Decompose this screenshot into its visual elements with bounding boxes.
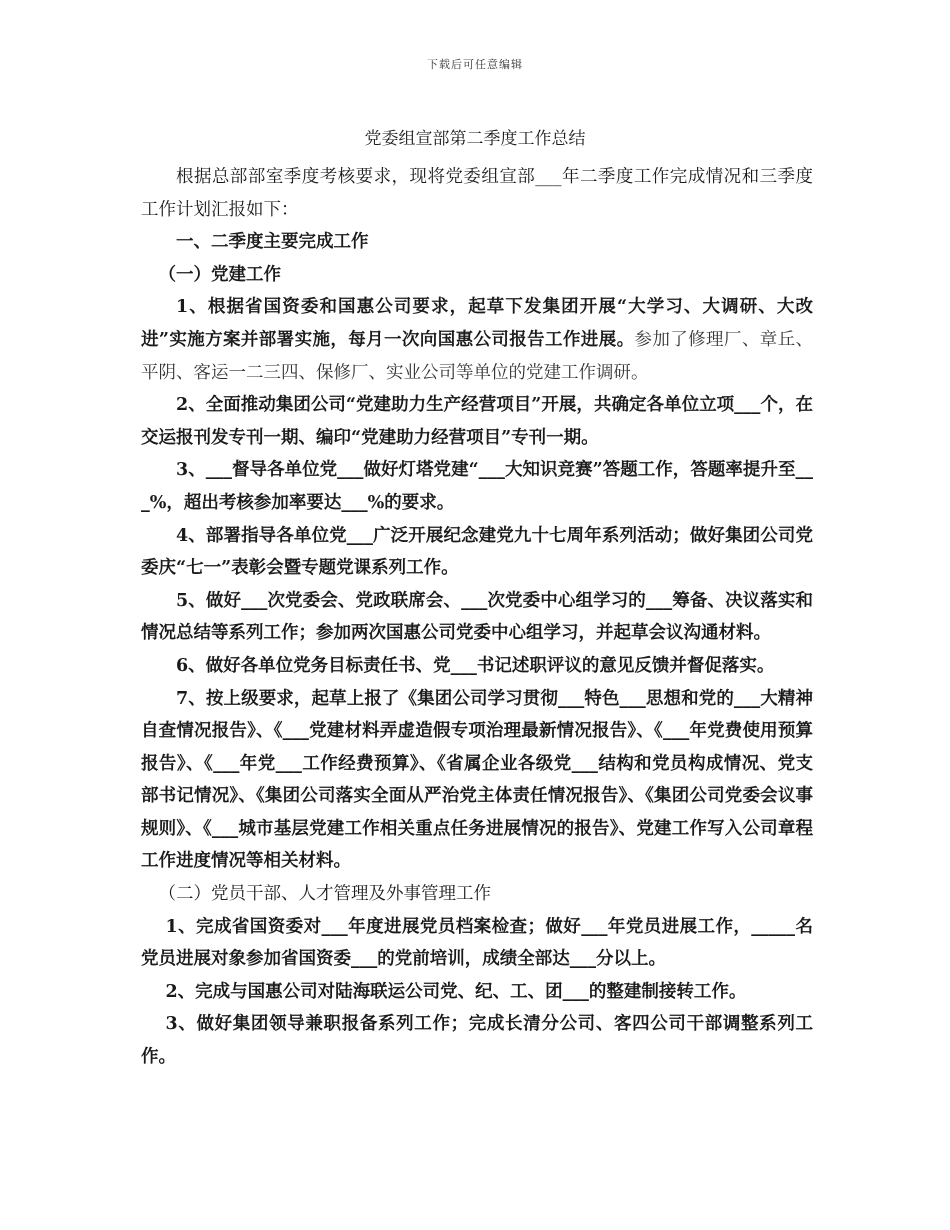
- paragraph-item-2: 2、全面推动集团公司“党建助力生产经营项目”开展，共确定各单位立项___个，在交运报刊发专刊一期、编印“党建助力经营项目”专刊一期。: [141, 395, 813, 448]
- paragraph-item-1-bold: 1、根据省国资委和国惠公司要求，起草下发集团开展“大学习、大调研、大改进”实施方案并部署实施，每月一次向国惠公司报告工作进展。: [141, 297, 813, 350]
- paragraph-personnel-1: 1、完成省国资委对___年度进展党员档案检查；做好___年党员进展工作，_____名党员进展对象参加省国资委___的党前培训，成绩全部达___分以上。: [141, 916, 813, 970]
- paragraph-item-6: 6、做好各单位党务目标责任书、党___书记述职评议的意见反馈并督促落实。: [176, 655, 775, 676]
- paragraph-item-3: 3、___督导各单位党___做好灯塔党建“___大知识竞赛”答题工作，答题率提升至___%，超出考核参加率要达___%的要求。: [141, 460, 813, 513]
- document-title: 党委组宣部第二季度工作总结: [364, 129, 586, 149]
- subsection-heading-party-building: （一）党建工作: [158, 264, 281, 285]
- header-note: 下载后可任意编辑: [427, 58, 523, 71]
- paragraph-personnel-3: 3、做好集团领导兼职报备系列工作；完成长清分公司、客四公司干部调整系列工作。: [141, 1014, 813, 1068]
- intro-paragraph: 根据总部部室季度考核要求，现将党委组宣部___年二季度工作完成情况和三季度工作计划汇报如下：: [141, 167, 813, 220]
- paragraph-item-4: 4、部署指导各单位党___广泛开展纪念建党九十七周年系列活动；做好集团公司党委庆“七一”表彰会暨专题党课系列工作。: [141, 525, 813, 579]
- paragraph-item-5: 5、做好___次党委会、党政联席会、___次党委中心组学习的___筹备、决议落实和情况总结等系列工作；参加两次国惠公司党委中心组学习，并起草会议沟通材料。: [141, 590, 813, 644]
- document-body: [141, 161, 813, 1074]
- paragraph-item-7: 7、按上级要求，起草上报了《集团公司学习贯彻___特色___思想和党的___大精神自查情况报告》、《___党建材料弄虚造假专项治理最新情况报告》、《___年党费使用预算报告》、《___年党___工作经费预算》、《省属企业各级党___结构和党员构成情况、党支部书记情况》、《集团公司落实全面从严治党主体责任情况报告》、《集团公司党委会议事规则》、《___城市基层党建工作相关重点任务进展情况的报告》、党建工作写入公司章程工作进度情况等相关材料。: [141, 688, 813, 872]
- paragraph-item-1: [141, 291, 813, 389]
- paragraph-item-1-tail: 参加了修理厂、章丘、平阴、客运一二三四、保修厂、实业公司等单位的党建工作调研。: [141, 329, 813, 383]
- paragraph-personnel-2: 2、完成与国惠公司对陆海联运公司党、纪、工、团___的整建制接转工作。: [165, 981, 747, 1002]
- subsection-heading-personnel: （二）党员干部、人才管理及外事管理工作: [158, 884, 491, 905]
- section-heading-1: 一、二季度主要完成工作: [176, 232, 369, 253]
